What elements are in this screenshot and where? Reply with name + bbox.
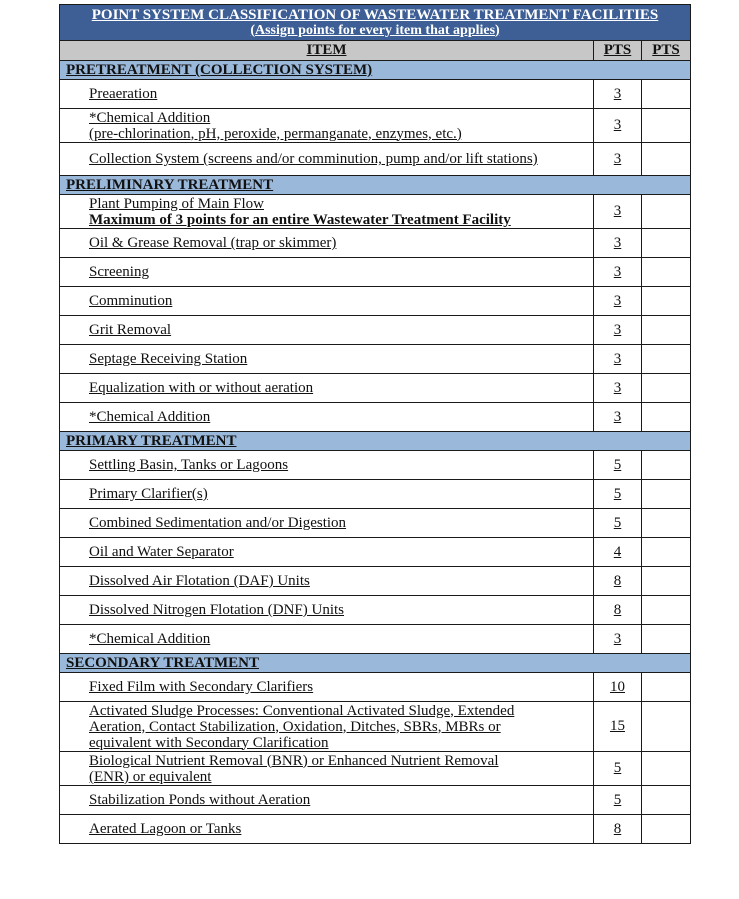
item-text: Oil and Water Separator (89, 544, 234, 560)
title-row (60, 5, 691, 41)
assigned-points-cell[interactable] (642, 752, 691, 786)
points-value: 3 (594, 80, 642, 109)
points-value: 3 (594, 345, 642, 374)
table-row (60, 625, 691, 654)
table-row (60, 195, 691, 229)
header-pts-assigned: PTS (642, 41, 691, 61)
assigned-points-cell[interactable] (642, 702, 691, 752)
assigned-points-cell[interactable] (642, 374, 691, 403)
header-item: ITEM (60, 41, 594, 61)
assigned-points-cell[interactable] (642, 143, 691, 176)
item-text: Settling Basin, Tanks or Lagoons (89, 457, 289, 473)
section-header-row (60, 176, 691, 195)
table-row (60, 702, 691, 752)
points-value: 3 (594, 109, 642, 143)
table-row (60, 374, 691, 403)
points-value: 3 (594, 143, 642, 176)
assigned-points-cell[interactable] (642, 538, 691, 567)
item-text: Septage Receiving Station (89, 351, 248, 367)
section-title: PRETREATMENT (COLLECTION SYSTEM) (60, 61, 691, 80)
item-text: Comminution (89, 293, 173, 309)
table-row (60, 538, 691, 567)
points-value: 5 (594, 480, 642, 509)
item-text: Collection System (screens and/or comminution, pump and/or lift stations) (89, 151, 538, 167)
item-text: Activated Sludge Processes: Conventional Activated Sludge, Extended (89, 702, 515, 719)
item-text: (ENR) or equivalent (89, 768, 212, 785)
table-row (60, 287, 691, 316)
points-value: 3 (594, 195, 642, 229)
item-cell (60, 480, 594, 509)
table-row (60, 316, 691, 345)
assigned-points-cell[interactable] (642, 229, 691, 258)
points-value: 5 (594, 752, 642, 786)
item-cell (60, 538, 594, 567)
item-text: Plant Pumping of Main Flow (89, 195, 265, 212)
points-value: 3 (594, 316, 642, 345)
table-row (60, 229, 691, 258)
assigned-points-cell[interactable] (642, 625, 691, 654)
table-title (60, 5, 691, 41)
classification-sheet (59, 4, 690, 844)
table-row (60, 673, 691, 702)
item-text: (pre-chlorination, pH, peroxide, permanganate, enzymes, etc.) (89, 125, 462, 142)
table-row (60, 345, 691, 374)
item-text: Fixed Film with Secondary Clarifiers (89, 679, 314, 695)
item-text: Preaeration (89, 86, 158, 102)
table-row (60, 509, 691, 538)
points-value: 3 (594, 374, 642, 403)
assigned-points-cell[interactable] (642, 451, 691, 480)
item-cell (60, 702, 594, 752)
item-text: *Chemical Addition (89, 109, 211, 126)
points-table (59, 4, 691, 844)
table-row (60, 143, 691, 176)
points-value: 5 (594, 786, 642, 815)
points-value: 5 (594, 509, 642, 538)
item-cell (60, 258, 594, 287)
item-cell (60, 316, 594, 345)
assigned-points-cell[interactable] (642, 596, 691, 625)
item-cell (60, 195, 594, 229)
item-text: Oil & Grease Removal (trap or skimmer) (89, 235, 337, 251)
item-text: Biological Nutrient Removal (BNR) or Enhanced Nutrient Removal (89, 752, 499, 769)
item-cell (60, 451, 594, 480)
item-text: Primary Clarifier(s) (89, 486, 208, 502)
section-title: SECONDARY TREATMENT (60, 654, 691, 673)
table-row (60, 480, 691, 509)
assigned-points-cell[interactable] (642, 673, 691, 702)
table-row (60, 786, 691, 815)
item-text: Combined Sedimentation and/or Digestion (89, 515, 347, 531)
item-text: Screening (89, 264, 149, 280)
table-row (60, 567, 691, 596)
item-cell (60, 143, 594, 176)
table-row (60, 403, 691, 432)
table-row (60, 109, 691, 143)
item-cell (60, 596, 594, 625)
item-cell (60, 509, 594, 538)
points-value: 3 (594, 258, 642, 287)
item-cell (60, 109, 594, 143)
points-value: 4 (594, 538, 642, 567)
title-line-1: POINT SYSTEM CLASSIFICATION OF WASTEWATER TREATMENT FACILITIES (91, 6, 659, 23)
assigned-points-cell[interactable] (642, 109, 691, 143)
assigned-points-cell[interactable] (642, 195, 691, 229)
assigned-points-cell[interactable] (642, 815, 691, 844)
title-line-2: (Assign points for every item that applies) (250, 22, 500, 38)
item-cell (60, 752, 594, 786)
points-value: 15 (594, 702, 642, 752)
points-value: 3 (594, 229, 642, 258)
item-text: Stabilization Ponds without Aeration (89, 792, 311, 808)
assigned-points-cell[interactable] (642, 80, 691, 109)
table-row (60, 815, 691, 844)
header-row (60, 41, 691, 61)
item-text: *Chemical Addition (89, 409, 211, 425)
points-value: 5 (594, 451, 642, 480)
item-cell (60, 345, 594, 374)
assigned-points-cell[interactable] (642, 258, 691, 287)
assigned-points-cell[interactable] (642, 316, 691, 345)
item-cell (60, 786, 594, 815)
item-cell (60, 625, 594, 654)
item-cell (60, 80, 594, 109)
assigned-points-cell[interactable] (642, 287, 691, 316)
points-value: 3 (594, 403, 642, 432)
points-value: 8 (594, 596, 642, 625)
section-title: PRIMARY TREATMENT (60, 432, 691, 451)
table-row (60, 258, 691, 287)
points-value: 3 (594, 287, 642, 316)
section-header-row (60, 654, 691, 673)
table-row (60, 752, 691, 786)
item-text: Aeration, Contact Stabilization, Oxidation, Ditches, SBRs, MBRs or (89, 718, 501, 735)
item-note: Maximum of 3 points for an entire Wastewater Treatment Facility (89, 211, 511, 228)
item-text: Dissolved Air Flotation (DAF) Units (89, 573, 310, 589)
table-row (60, 596, 691, 625)
points-value: 10 (594, 673, 642, 702)
section-header-row (60, 61, 691, 80)
section-title: PRELIMINARY TREATMENT (60, 176, 691, 195)
assigned-points-cell[interactable] (642, 480, 691, 509)
item-cell (60, 673, 594, 702)
item-text: Grit Removal (89, 322, 172, 338)
header-pts: PTS (594, 41, 642, 61)
item-text: Equalization with or without aeration (89, 380, 314, 396)
item-text: Dissolved Nitrogen Flotation (DNF) Units (89, 602, 344, 618)
item-cell (60, 815, 594, 844)
item-cell (60, 567, 594, 596)
item-text: Aerated Lagoon or Tanks (89, 821, 242, 837)
section-header-row (60, 432, 691, 451)
assigned-points-cell[interactable] (642, 509, 691, 538)
assigned-points-cell[interactable] (642, 567, 691, 596)
points-value: 8 (594, 815, 642, 844)
item-text: equivalent with Secondary Clarification (89, 734, 329, 751)
assigned-points-cell[interactable] (642, 786, 691, 815)
table-row (60, 451, 691, 480)
item-cell (60, 229, 594, 258)
assigned-points-cell[interactable] (642, 345, 691, 374)
item-cell (60, 287, 594, 316)
assigned-points-cell[interactable] (642, 403, 691, 432)
points-value: 3 (594, 625, 642, 654)
item-cell (60, 403, 594, 432)
table-row (60, 80, 691, 109)
item-text: *Chemical Addition (89, 631, 211, 647)
points-value: 8 (594, 567, 642, 596)
item-cell (60, 374, 594, 403)
